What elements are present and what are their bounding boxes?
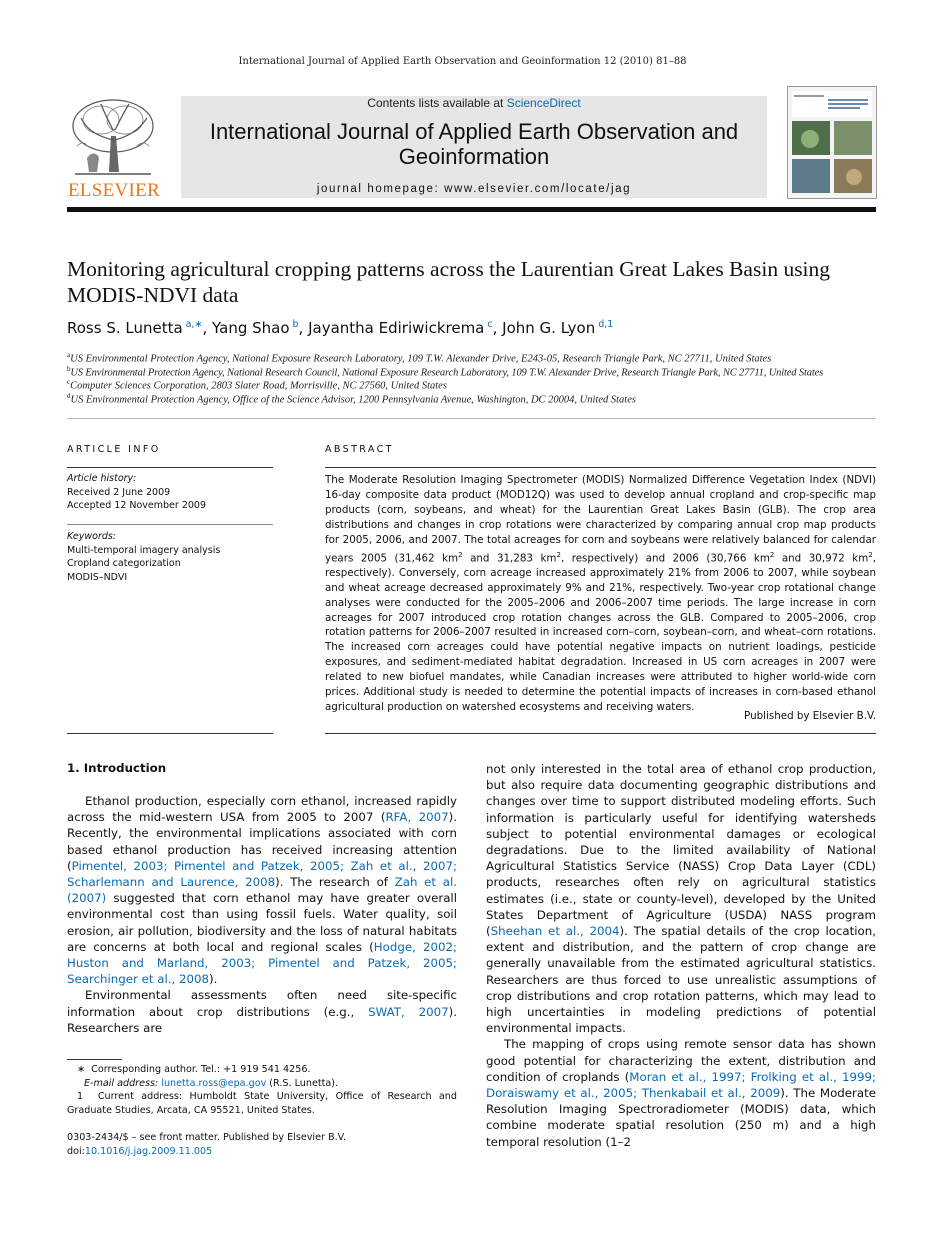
affiliation: [67, 378, 876, 392]
journal-homepage[interactable]: journal homepage: www.elsevier.com/locate/jag: [316, 183, 632, 195]
citation-link[interactable]: Sheehan et al., 2004: [490, 924, 620, 939]
footnote-text: Current address: Humboldt State University, Office of Research and Graduate Studies, Arcata, CA 95521, United States.: [67, 1091, 457, 1116]
keyword: Multi-temporal imagery analysis: [67, 544, 221, 556]
paragraph-text: ). The research of: [275, 875, 395, 890]
page-footer: [67, 1131, 567, 1158]
intro-paragraph: [67, 987, 457, 1036]
journal-title: International Journal of Applied Earth Observation and Geoinformation: [209, 119, 739, 169]
affiliation: [67, 365, 876, 379]
paragraph-text: ). Recently, the environmental implications associated with corn based ethanol production has received increasing attention (: [67, 810, 457, 873]
article-title: Monitoring agricultural cropping patterns across the Laurentian Great Lakes Basin using MODIS-NDVI data: [67, 257, 831, 307]
accepted-date: Accepted 12 November 2009: [67, 500, 206, 511]
affiliation-mark: b: [67, 365, 71, 373]
citation-link[interactable]: Moran et al., 1997; Frolking et al., 1999; Doraiswamy et al., 2005; Thenkabail et al., 2009: [486, 1069, 876, 1101]
affiliation-text: US Environmental Protection Agency, National Research Council, National Exposure Research Laboratory, 109 T.W. Alexander Drive, Research Triangle Park, NC 27711, United States: [70, 367, 824, 379]
abstract-part: , respectively) and 2006 (30,766 km: [560, 551, 770, 564]
superscript: 2: [769, 550, 775, 559]
paragraph-text: suggested that corn ethanol may have greater overall environmental cost than using fossil fuels. Water quality, soil erosion, air pollution, biodiversity and the loss of natural habitats are concerns at both local and regional scales (: [67, 891, 457, 954]
article-history: [67, 472, 273, 513]
article-info-rule: [67, 467, 273, 468]
citation-link[interactable]: Pimentel, 2003; Pimentel and Patzek, 2005; Zah et al., 2007; Scharlemann and Laurence, 2008: [67, 858, 457, 890]
paragraph-text: Environmental assessments often need site-specific information about crop distributions (e.g.,: [67, 988, 457, 1019]
abstract-part: and 30,972 km: [774, 551, 869, 564]
paragraph-text: Ethanol production, especially corn ethanol, increased rapidly across the mid-western USA from 2005 to 2007 (: [67, 794, 457, 825]
paragraph-text: ). The Moderate Resolution Imaging Spectroradiometer (MODIS) data, which combine moderate spatial resolution (250 m) and a high temporal resolution (1–2: [486, 1086, 877, 1149]
superscript: 2: [868, 550, 873, 559]
author-name: Ross S. Lunetta: [67, 319, 183, 337]
affiliation: [67, 392, 876, 406]
published-by: Published by Elsevier B.V.: [744, 710, 876, 722]
doi-label: doi:: [67, 1145, 85, 1157]
author-name: Jayantha Ediriwickrema: [308, 319, 485, 337]
section-divider: [67, 418, 876, 419]
author-marks[interactable]: d,1: [598, 319, 614, 330]
email-note: [67, 1077, 457, 1091]
citation-link[interactable]: Hodge, 2002; Huston and Marland, 2003; Pimentel and Patzek, 2005; Searchinger et al., 2008: [67, 939, 457, 987]
abstract-part: and 31,283 km: [462, 551, 557, 564]
paragraph-text: The mapping of crops using remote sensor data has shown good potential for characterizing the extent, distribution and condition of croplands (: [486, 1037, 876, 1084]
abstract-heading: ABSTRACT: [325, 444, 394, 455]
running-header: International Journal of Applied Earth Observation and Geoinformation 12 (2010) 81–88: [238, 56, 687, 67]
masthead-rule: [67, 207, 876, 212]
footnotes: [67, 1063, 457, 1117]
intro-paragraph: [67, 793, 457, 987]
abstract-rule: [325, 467, 876, 468]
author-name: Yang Shao: [212, 319, 290, 337]
paragraph-text: ).: [209, 972, 218, 987]
keywords-label: Keywords:: [67, 531, 117, 542]
contents-line: [181, 96, 767, 110]
sciencedirect-link[interactable]: ScienceDirect: [506, 96, 581, 110]
corresponding-author-note: [67, 1063, 457, 1077]
citation-link[interactable]: SWAT, 2007: [368, 1004, 449, 1019]
email-label: E-mail address:: [84, 1077, 162, 1089]
contents-prefix: Contents lists available at: [367, 96, 507, 110]
author-marks[interactable]: c: [487, 319, 493, 330]
citation-link[interactable]: Zah et al. (2007): [67, 875, 457, 906]
doi-link[interactable]: 10.1016/j.jag.2009.11.005: [84, 1145, 213, 1157]
email-link[interactable]: lunetta.ross@epa.gov: [161, 1077, 267, 1089]
email-suffix: (R.S. Lunetta).: [266, 1077, 339, 1089]
abstract-text: [325, 473, 876, 715]
publisher-logo: ELSEVIER: [67, 180, 161, 201]
author-marks[interactable]: a,∗: [185, 319, 203, 330]
article-info-rule: [67, 733, 273, 734]
footnote-mark: ∗: [77, 1064, 86, 1075]
article-info-heading: ARTICLE INFO: [67, 444, 161, 455]
left-column: [67, 793, 457, 1036]
paragraph-text: not only interested in the total area of ethanol crop production, but also require data documenting geographic distributions and changes over time to support distributed modeling efforts. Such information is particularly useful for identifying watersheds subject to potential environmental damages or ecological degradations. Due to the limited availability of National Agricultural Statistics Service (NASS) Crop Data Layer (CDL) products, researches often rely on agricultural statistics estimates (i.e., state or county-level), developed by the United States Department of Agriculture (USDA) NASS program (: [486, 762, 876, 939]
doi-line: [67, 1145, 567, 1159]
article-info-rule: [67, 524, 273, 525]
affiliation-text: US Environmental Protection Agency, Office of the Science Advisor, 1200 Pennsylvania Avenue, Washington, DC 20004, United States: [70, 394, 636, 406]
right-column: [486, 761, 876, 1150]
intro-paragraph: [486, 761, 876, 1036]
footnote-mark: 1: [77, 1091, 84, 1102]
superscript: 2: [556, 550, 561, 559]
affiliation: [67, 351, 876, 365]
affiliation-text: Computer Sciences Corporation, 2803 Slater Road, Morrisville, NC 27560, United States: [70, 380, 447, 392]
received-date: Received 2 June 2009: [67, 486, 171, 498]
citation-link[interactable]: RFA, 2007: [385, 810, 449, 825]
keyword: MODIS–NDVI: [67, 571, 128, 583]
author-list: Ross S. Lunetta $^{a,∗}$, Yang Shao $^b$, Jayantha Ediriwickrema $^c$, John G. Lyon $^{d,1}$: [67, 319, 614, 337]
abstract-part: The Moderate Resolution Imaging Spectrometer (MODIS) Normalized Difference Vegetation Index (NDVI) 16-day composite data product (MOD12Q) was used to develop annual cropland and crop-specific map products (corn, soybeans, and wheat) for the Laurentian Great Lakes Basin (GLB). The crop area distributions and changes in crop rotations were characterized by comparing annual crop map products for 2005, 2006, and 2007. The total acreages for corn and soybeans were relatively balanced for calendar years 2005 (31,462 km: [325, 474, 876, 564]
affiliation-mark: c: [67, 378, 71, 386]
affiliation-mark: a: [67, 351, 71, 359]
affiliation-text: US Environmental Protection Agency, National Exposure Research Laboratory, 109 T.W. Alexander Drive, E243-05, Research Triangle Park, NC 27711, United States: [70, 353, 772, 365]
abstract-part: , respectively). Conversely, corn acreage increased approximately 21% from 2006 to 2007, while soybean and wheat acreage decreased approximately 9% and 21%, respectively. Two-year crop rotational change analyses were conducted for the 2005–2006 and 2006–2007 time periods. The large increase in corn acreages for 2007 introduced crop rotation changes across the GLB. Compared to 2005–2006, crop rotation patterns for 2006–2007 resulted in increased corn–corn, soybean–corn, and wheat–corn rotations. The increased corn acreages could have potential negative impacts on nutrient loadings, pesticide exposures, and sediment-mediated habitat degradation. Increased in US corn acreages in 2007 were related to new biofuel mandates, while Canadian increases were attributed to higher world-wide corn prices. Additional study is needed to determine the potential impacts of increases in corn-based ethanol agricultural production on watershed ecosystems and receiving waters.: [325, 551, 876, 714]
author-name: John G. Lyon: [502, 319, 596, 337]
current-address-note: [67, 1090, 457, 1117]
footnote-rule: [67, 1059, 122, 1060]
section-heading-introduction: 1. Introduction: [67, 761, 167, 775]
keywords: [67, 530, 273, 584]
paragraph-text: ). Researchers are: [67, 1004, 457, 1035]
history-label: Article history:: [67, 473, 137, 484]
author-marks[interactable]: b: [292, 319, 299, 330]
superscript: 2: [458, 550, 463, 559]
affiliation-mark: d: [67, 392, 71, 400]
keyword: Cropland categorization: [67, 558, 181, 569]
journal-cover-thumbnail: [787, 86, 877, 199]
footnote-text: Corresponding author. Tel.: +1 919 541 4256.: [91, 1064, 311, 1075]
abstract-rule: [325, 733, 876, 734]
paragraph-text: ). The spatial details of the crop location, extent and distribution, and the pattern of crop change are generally unavailable from the estimated agricultural statistics. Researchers are thus forced to use unrealistic assumptions of crop distributions and crop rotation patterns, which may lead to high uncertainties in modeling predictions of potential environmental impacts.: [486, 924, 876, 1036]
issn-line: 0303-2434/$ – see front matter. Published by Elsevier B.V.: [67, 1132, 346, 1143]
